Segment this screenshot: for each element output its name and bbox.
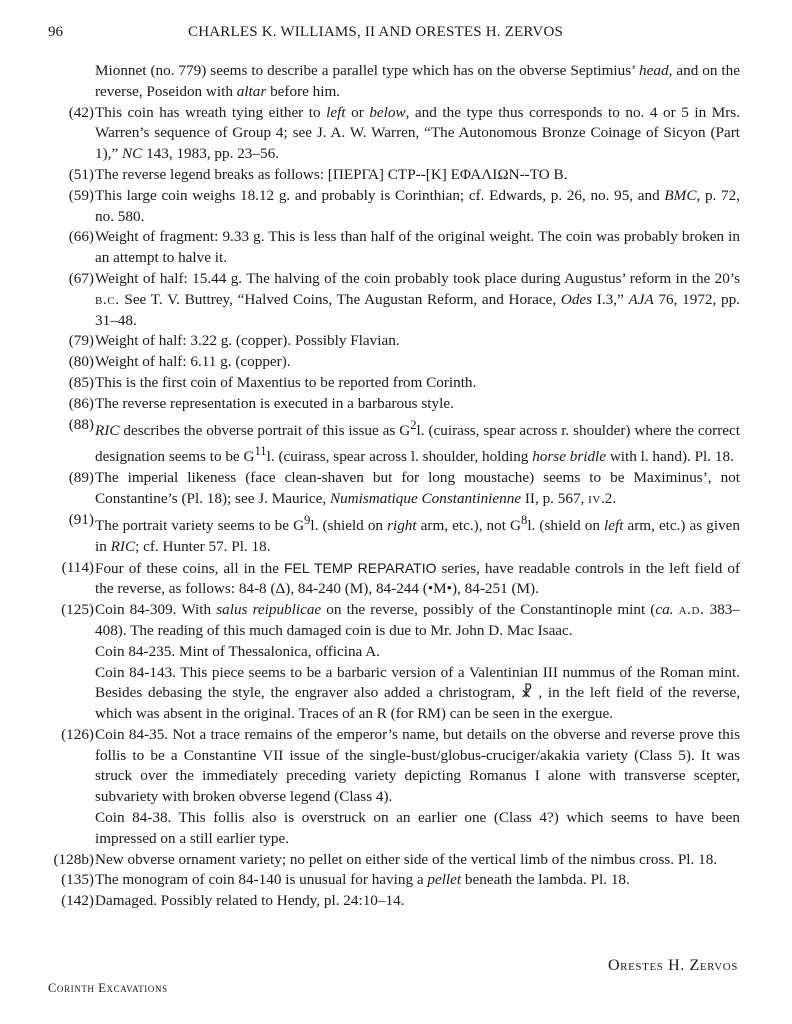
footnote-text: Coin 84-35. Not a trace remains of the emperor’s name, but details on the obverse and reverse prove this follis to be a Constantine VII issue of the single-bust/globus-cruciger/akakia variety (Class 5). It was struck over the immediately preceding variety depicting Romanus I alone with transverse scepter, subvariety with broken obverse legend (Class 4). <box>95 725 740 806</box>
footnote-number: (42) <box>68 103 94 121</box>
footnote-number: (59) <box>68 186 94 204</box>
footnote <box>48 103 740 165</box>
footnote-text: Damaged. Possibly related to Hendy, pl. 24:10–14. <box>95 892 405 910</box>
footnote <box>48 373 740 394</box>
footnote <box>48 850 740 871</box>
footnote-text: This coin has wreath tying either to left or below, and the type thus corresponds to no. 4 or 5 in Mrs. Warren’s sequence of Group 4; see J. A. W. Warren, “The Autonomous Bronze Coinage of Sicyon (Part 1),” NC 143, 1983, pp. 23–56. <box>95 103 740 163</box>
footnote <box>48 61 740 103</box>
footnote-number: (80) <box>68 353 94 371</box>
footnote-text: Weight of fragment: 9.33 g. This is less than half of the original weight. The coin was probably broken in an attempt to halve it. <box>95 228 740 267</box>
footnote <box>48 352 740 373</box>
footnote-number: (79) <box>68 332 94 350</box>
footnote-number: (135) <box>61 871 94 889</box>
footnote <box>48 394 740 415</box>
running-head: CHARLES K. WILLIAMS, II AND ORESTES H. ZERVOS <box>188 24 564 40</box>
footnote <box>48 186 740 228</box>
footnote <box>48 558 740 601</box>
footnote-number: (88) <box>68 415 94 433</box>
footnote <box>48 510 740 558</box>
footnote-text: Coin 84-309. With salus reipublicae on the reverse, possibly of the Constantinople mint (ca. a.d. 383–408). The reading of this much damaged coin is due to Mr. John D. Mac Isaac. <box>95 601 740 639</box>
footnote-number: (85) <box>68 373 94 391</box>
footnote-continuation: Coin 84-143. This piece seems to be a barbaric version of a Valentinian III nummus of the Roman mint. Besides debasing the style, the engraver also added a christogram, ☧ , in the left field of the reverse, which was absent in the original. Traces of an R (for RM) can be seen in the exergue. <box>95 663 741 723</box>
footnote-number: (125) <box>61 601 94 619</box>
footnote-text: Four of these coins, all in the FEL TEMP REPARATIO series, have readable controls in the left field of the reverse, as follows: 84-8 (Δ), 84-240 (M), 84-244 (•M•), 84-251 (M). <box>95 559 740 598</box>
footnote <box>48 870 740 891</box>
footnote-text: RIC describes the obverse portrait of this issue as $G^2l$. (cuirass, spear across r. shoulder) where the correct designation seems to be $G^{11}l$. (cuirass, spear across l. shoulder, holding horse bridle with l. hand). Pl. 18. <box>95 417 740 466</box>
footnote <box>48 165 740 186</box>
footnote-text: The portrait variety seems to be $G^9l$. (shield on right arm, etc.), not $G^8l$. (shield on left arm, etc.) as given in RIC; cf. Hunter 57. Pl. 18. <box>95 512 740 555</box>
footnote-number: (91) <box>68 510 94 528</box>
footnote-text: This is the first coin of Maxentius to be reported from Corinth. <box>95 373 477 391</box>
footnote-number: (114) <box>61 558 94 576</box>
footnote <box>48 227 740 269</box>
page-header <box>48 24 744 46</box>
footnote-continuation: Coin 84-235. Mint of Thessalonica, officina A. <box>95 642 381 660</box>
notes-list <box>48 61 740 912</box>
footnote-text: Mionnet (no. 779) seems to describe a parallel type which has on the obverse Septimius’ head, and on the reverse, Poseidon with altar before him. <box>95 62 740 100</box>
footnote-text: New obverse ornament variety; no pellet on either side of the vertical limb of the nimbus cross. Pl. 18. <box>95 850 718 868</box>
footnote-number: (89) <box>68 469 94 487</box>
footnote-number: (67) <box>68 269 94 287</box>
footnote-text: This large coin weighs 18.12 g. and probably is Corinthian; cf. Edwards, p. 26, no. 95, and BMC, p. 72, no. 580. <box>95 186 740 225</box>
footnote-number: (51) <box>68 165 94 183</box>
footnote-number: (126) <box>61 725 94 743</box>
footnote-text: The reverse representation is executed in a barbarous style. <box>95 394 454 412</box>
footnote <box>48 415 740 469</box>
footnote-number: (142) <box>61 892 94 910</box>
footnote <box>48 269 740 331</box>
author-signature: Orestes H. Zervos <box>608 957 738 974</box>
footnote-text: Weight of half: 15.44 g. The halving of the coin probably took place during Augustus’ reform in the 20’s b.c. See T. V. Buttrey, “Halved Coins, The Augustan Reform, and Horace, Odes I.3,” AJA 76, 1972, pp. 31–48. <box>95 269 740 329</box>
footnote <box>48 468 740 510</box>
footnote-text: The monogram of coin 84-140 is unusual for having a pellet beneath the lambda. Pl. 18. <box>95 871 630 889</box>
footnote <box>48 331 740 352</box>
footnote-number: (86) <box>68 394 94 412</box>
footnote <box>48 600 740 725</box>
footnote-number: (66) <box>68 228 94 246</box>
footnote <box>48 725 740 850</box>
footnote-text: The reverse legend breaks as follows: [ΠΕΡΓΑ] ϹΤΡ--[Κ] ΕΦΑΛΙΩΝ--ΤΟ Β. <box>95 165 568 183</box>
footnote-number: (128b) <box>53 850 94 868</box>
footnote-continuation: Coin 84-38. This follis also is overstruck on an earlier one (Class 4?) which seems to have been impressed on a still earlier type. <box>95 809 740 847</box>
footer-text: Corinth Excavations <box>48 981 168 995</box>
footnote <box>48 891 740 912</box>
footnote-text: The imperial likeness (face clean-shaven but for long moustache) seems to be Maximinus’, not Constantine’s (Pl. 18); see J. Maurice, Numismatique Constantinienne II, p. 567, iv.2. <box>95 469 740 508</box>
footnote-text: Weight of half: 3.22 g. (copper). Possibly Flavian. <box>95 332 400 350</box>
footnote-text: Weight of half: 6.11 g. (copper). <box>95 353 291 371</box>
page-number: 96 <box>48 24 63 40</box>
